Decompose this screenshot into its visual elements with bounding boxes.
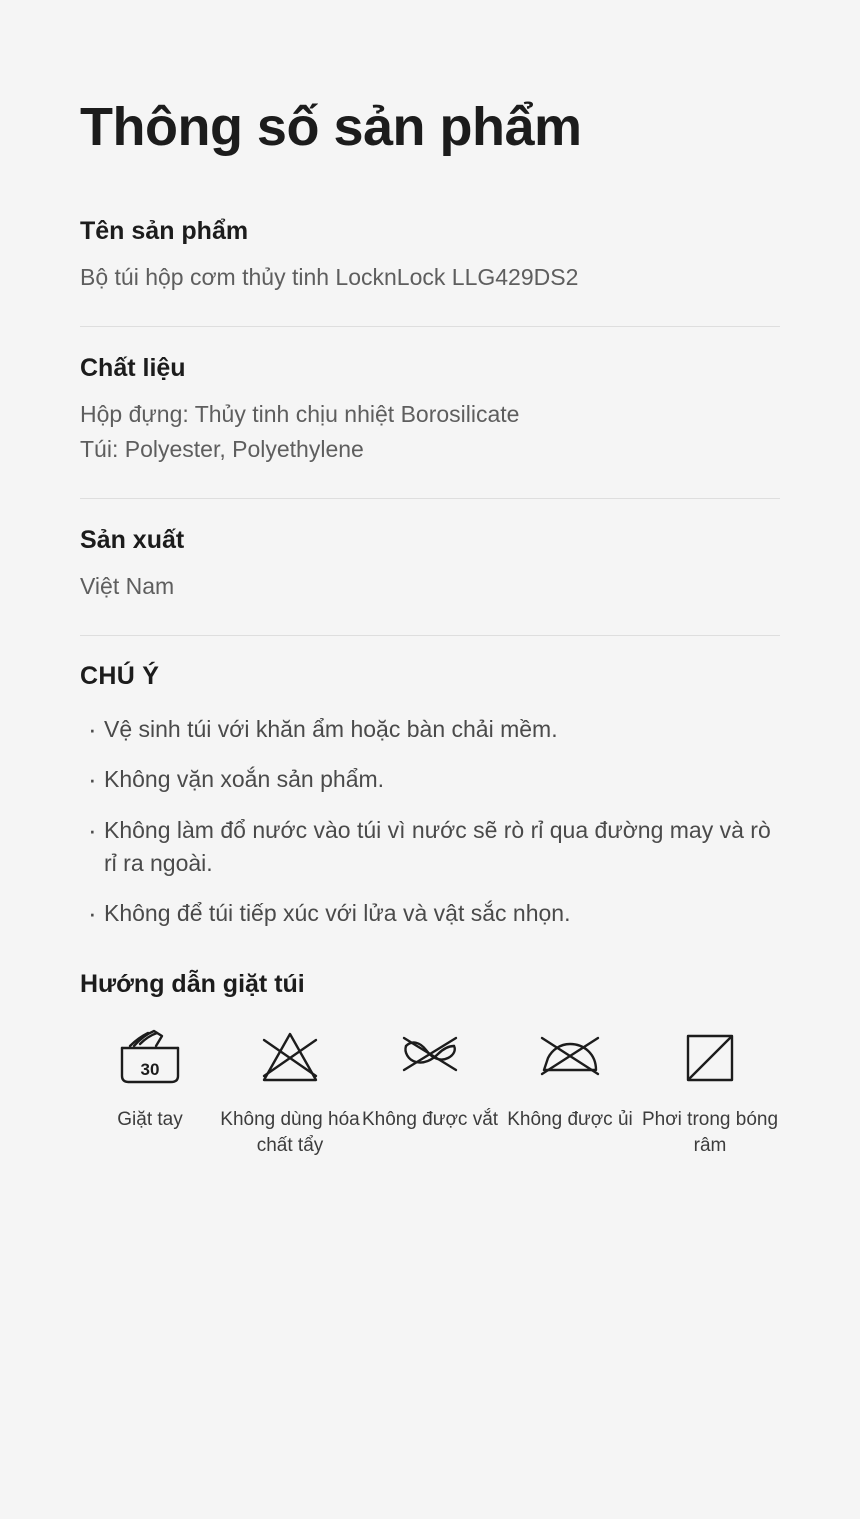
wash-caption: Phơi trong bóng râm	[641, 1108, 779, 1156]
spec-block-name	[80, 216, 780, 318]
spec-value: Việt Nam	[80, 573, 175, 600]
wash-item-dry-in-shade	[640, 1019, 780, 1158]
notes-list	[80, 713, 780, 930]
wash-caption: Giặt tay	[117, 1108, 183, 1130]
wash-item-hand-wash	[80, 1019, 220, 1133]
hand-wash-30-icon	[80, 1019, 220, 1095]
no-wring-icon	[360, 1019, 500, 1095]
no-iron-icon	[500, 1019, 640, 1095]
divider	[80, 326, 780, 327]
spec-value: Bộ túi hộp cơm thủy tinh LocknLock LLG429DS2	[80, 264, 579, 291]
wash-instructions-heading: Hướng dẫn giặt túi	[80, 969, 305, 998]
wash-caption: Không dùng hóa chất tẩy	[220, 1108, 360, 1156]
divider	[80, 498, 780, 499]
spec-block-origin	[80, 525, 780, 627]
spec-label: Tên sản phẩm	[80, 217, 249, 246]
notes-heading: CHÚ Ý	[80, 661, 160, 690]
wash-icon-row	[80, 1019, 780, 1158]
dry-in-shade-icon	[640, 1019, 780, 1095]
no-bleach-icon	[220, 1019, 360, 1095]
wash-item-no-bleach	[220, 1019, 360, 1158]
wash-caption: Không được ủi	[507, 1108, 633, 1130]
wash-item-no-iron	[500, 1019, 640, 1133]
wash-caption: Không được vắt	[361, 1108, 499, 1130]
list-item: · Không làm đổ nước vào túi vì nước sẽ rò rỉ qua đường may và rò rỉ ra ngoài.	[80, 814, 780, 879]
divider	[80, 635, 780, 636]
spec-block-material	[80, 353, 780, 490]
spec-label: Sản xuất	[80, 526, 185, 555]
spec-value: Hộp đựng: Thủy tinh chịu nhiệt Borosilicate	[80, 400, 520, 427]
list-item: · Không để túi tiếp xúc với lửa và vật sắc nhọn.	[80, 897, 780, 930]
list-item: · Không vặn xoắn sản phẩm.	[80, 763, 780, 796]
spec-value: Túi: Polyester, Polyethylene	[80, 436, 364, 463]
hand-wash-temp: 30	[140, 1059, 160, 1079]
page-title: Thông số sản phẩm	[80, 97, 582, 157]
spec-label: Chất liệu	[80, 353, 186, 382]
wash-item-no-wring	[360, 1019, 500, 1133]
list-item: · Vệ sinh túi với khăn ẩm hoặc bàn chải mềm.	[80, 713, 780, 746]
